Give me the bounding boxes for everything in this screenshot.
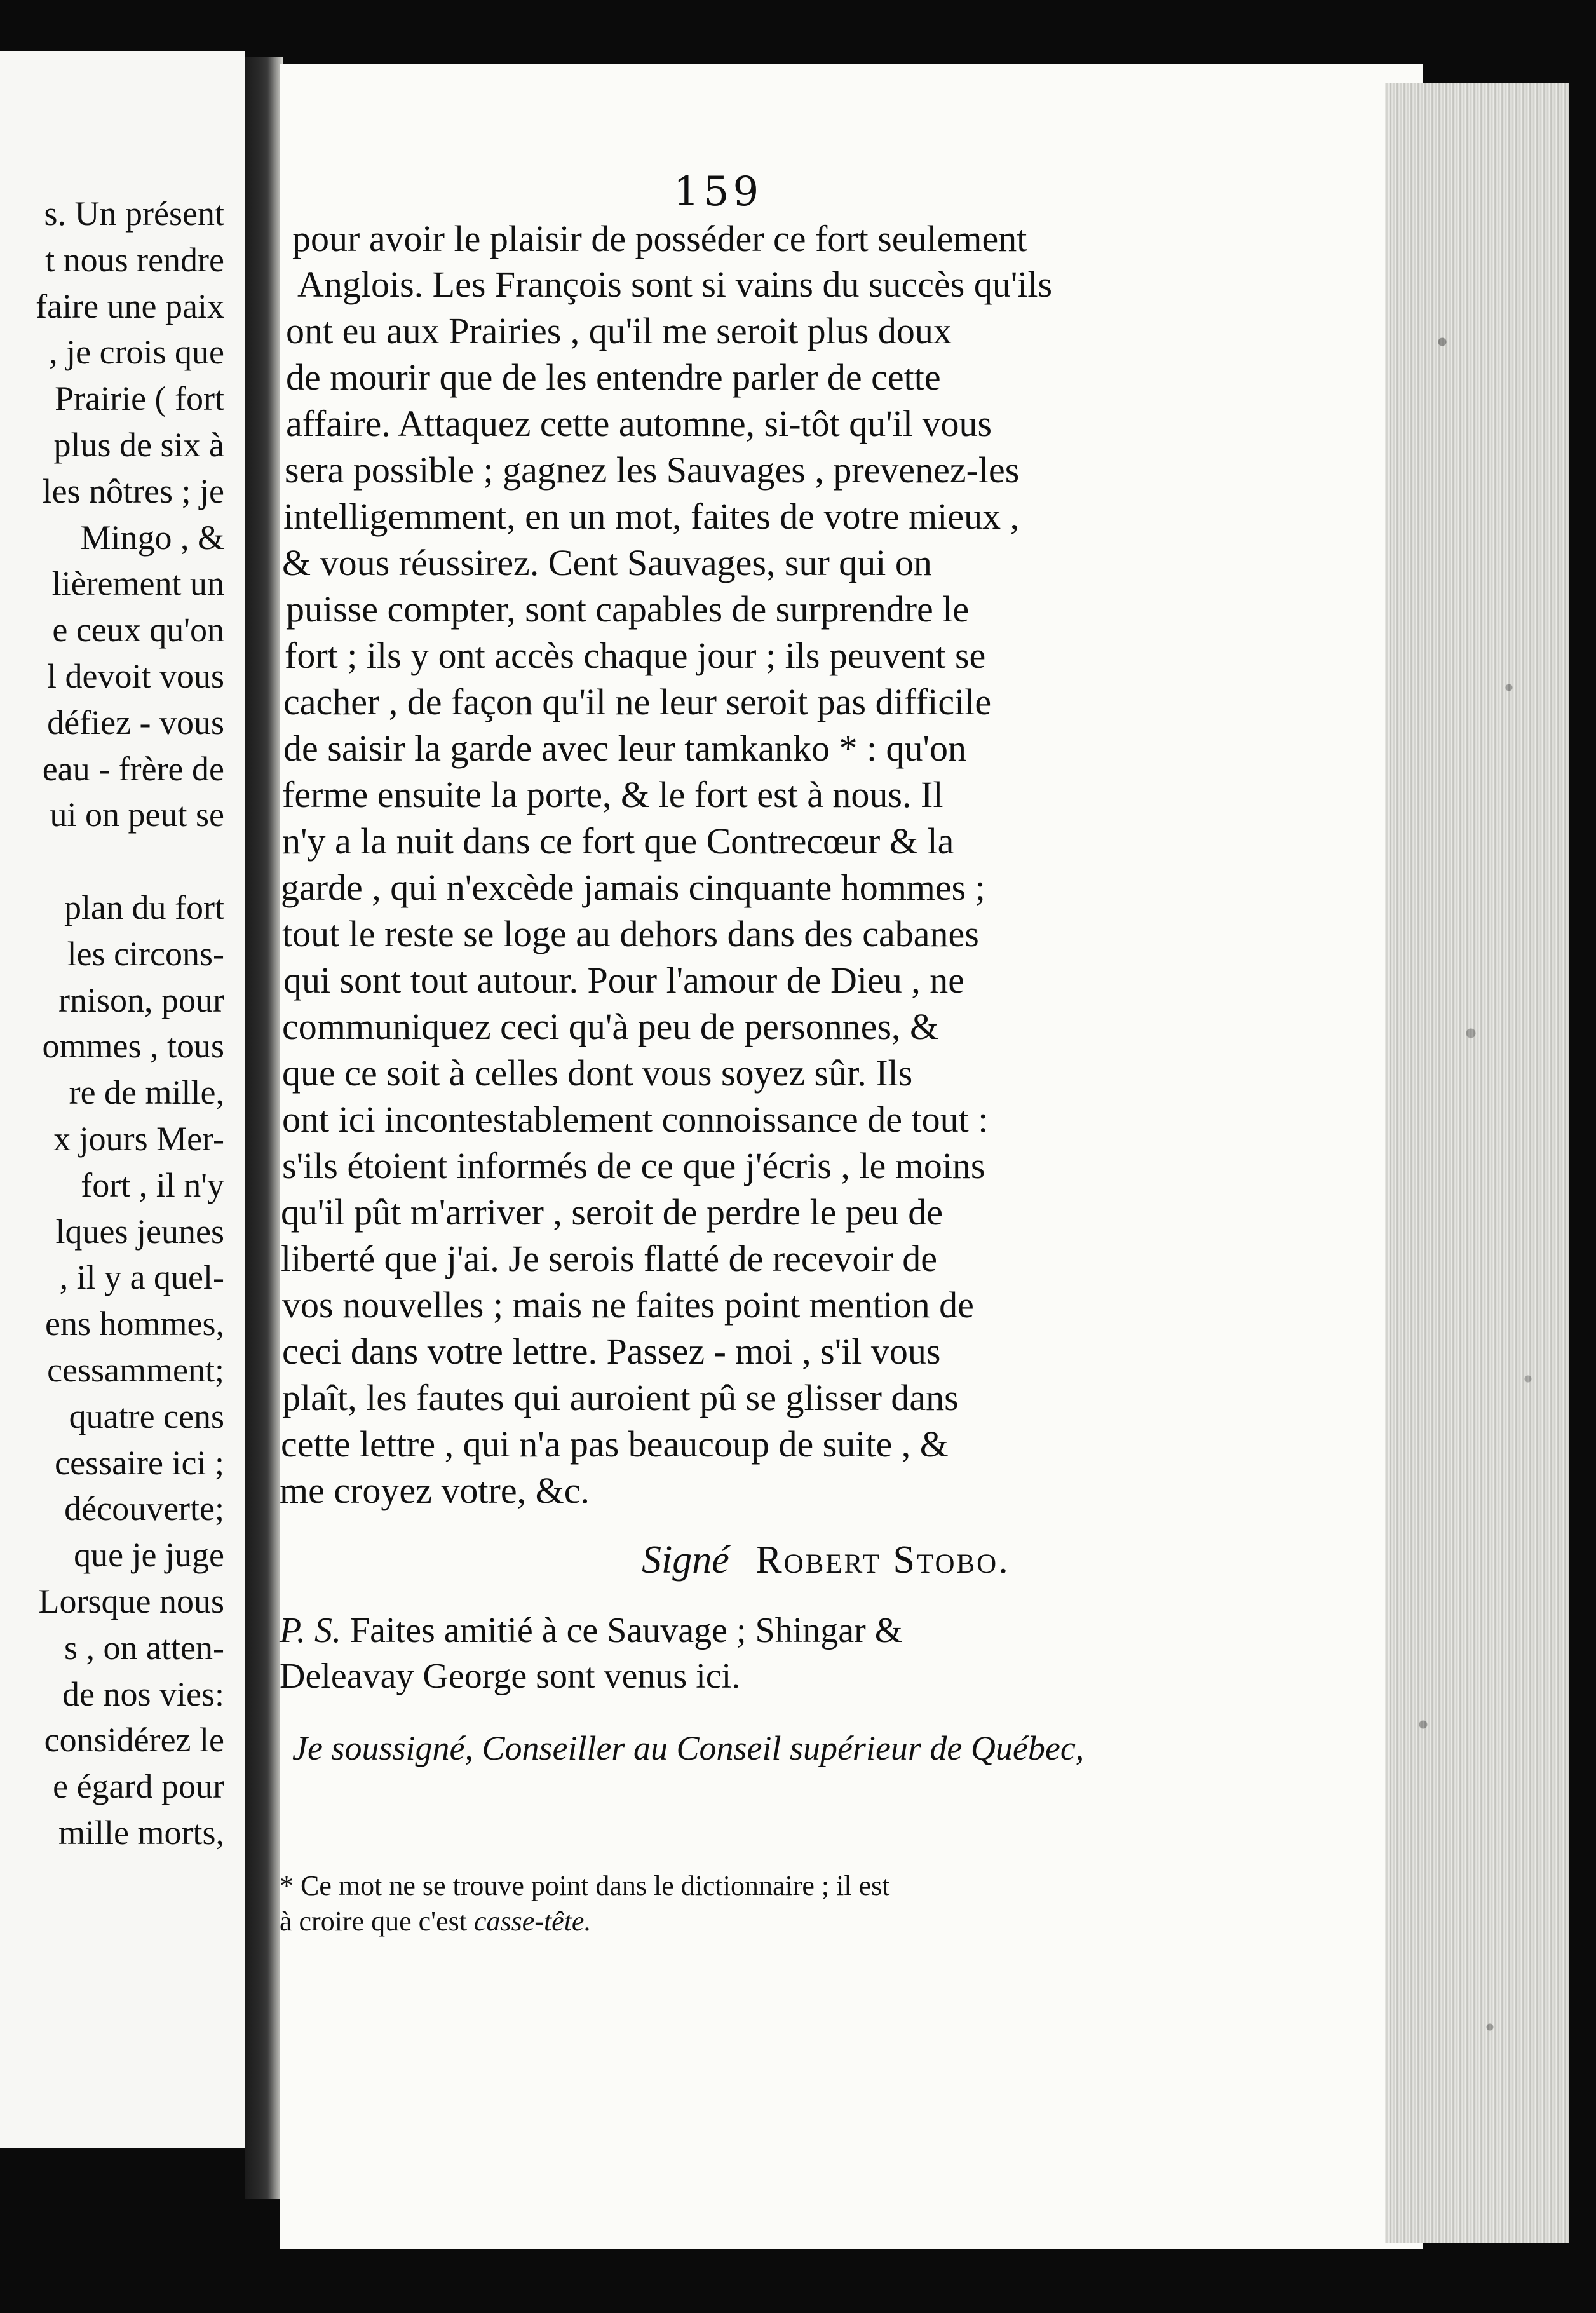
certification-line: Je soussigné, Conseiller au Conseil supérieur de Québec,	[292, 1729, 1085, 1767]
body-line: affaire. Attaquez cette automne, si-tôt qu'il vous	[286, 403, 992, 444]
footnote-prefix: à croire que c'est	[280, 1906, 474, 1937]
body-line: s'ils étoient informés de ce que j'écris , le moins	[282, 1145, 985, 1186]
left-page-line: , il y a quel-	[59, 1258, 224, 1297]
signature-line	[642, 1538, 1010, 1583]
left-page-line: défiez - vous	[47, 703, 224, 742]
footnote-italic-word: casse-tête.	[473, 1906, 592, 1937]
left-page-line: x jours Mer-	[53, 1119, 224, 1158]
left-page-line: s , on atten-	[64, 1628, 224, 1667]
body-line: ont ici incontestablement connoissance de tout :	[282, 1099, 989, 1140]
body-line: ont eu aux Prairies , qu'il me seroit plus doux	[286, 310, 952, 351]
body-line: puisse compter, sont capables de surprendre le	[286, 588, 970, 630]
postscript-line-1	[280, 1608, 1131, 1653]
body-line: Anglois. Les François sont si vains du succès qu'ils	[297, 264, 1053, 305]
body-line: ferme ensuite la porte, & le fort est à nous. Il	[282, 774, 943, 815]
left-page-line: Lorsque nous	[38, 1582, 224, 1620]
body-line: pour avoir le plaisir de posséder ce fort seulement	[292, 218, 1027, 259]
left-page-line: ommes , tous	[42, 1027, 224, 1066]
left-page-line: lièrement un	[51, 564, 224, 603]
left-page-line: t nous rendre	[45, 240, 224, 279]
body-line: me croyez votre, &c.	[280, 1470, 590, 1511]
body-line: garde , qui n'excède jamais cinquante hommes ;	[281, 867, 985, 908]
left-page-line: s. Un présent	[44, 194, 224, 233]
signature-signe: Signé	[642, 1538, 729, 1582]
body-line: fort ; ils y ont accès chaque jour ; ils peuvent se	[285, 635, 986, 676]
left-facing-page	[0, 51, 245, 2148]
left-page-line: Prairie ( fort	[55, 379, 224, 418]
body-line: n'y a la nuit dans ce fort que Contrecœur & la	[282, 820, 954, 862]
footnote-line-1: * Ce mot ne se trouve point dans le dictionnaire ; il est	[280, 1870, 890, 1901]
left-page-line: l devoit vous	[47, 656, 224, 695]
body-line: & vous réussirez. Cent Sauvages, sur qui on	[282, 542, 932, 583]
left-page-line: découverte;	[64, 1489, 224, 1528]
body-line: qui sont tout autour. Pour l'amour de Dieu , ne	[283, 960, 965, 1001]
left-page-line: re de mille,	[69, 1073, 224, 1112]
left-page-line: rnison, pour	[58, 980, 224, 1019]
body-line: communiquez ceci qu'à peu de personnes, &	[282, 1006, 939, 1047]
left-page-line	[0, 838, 224, 885]
left-page-line: , je crois que	[49, 333, 224, 372]
body-line: qu'il pût m'arriver , seroit de perdre le peu de	[281, 1191, 943, 1233]
left-page-line: que je juge	[74, 1536, 224, 1575]
footnote-line-2	[280, 1904, 1131, 1939]
left-page-line: e ceux qu'on	[52, 611, 224, 649]
book-gutter	[245, 57, 283, 2199]
signature-name: Robert Stobo.	[755, 1538, 1010, 1582]
body-line: plaît, les fautes qui auroient pû se glisser dans	[282, 1377, 959, 1418]
postscript	[280, 1608, 1131, 1699]
page-number: 159	[673, 168, 763, 215]
left-page-line: cessamment;	[47, 1350, 224, 1389]
left-page-line: mille morts,	[58, 1813, 224, 1852]
left-page-line: e égard pour	[53, 1767, 224, 1806]
left-page-line: ens hommes,	[45, 1305, 224, 1343]
body-line: tout le reste se loge au dehors dans des cabanes	[282, 913, 979, 954]
left-page-line: les nôtres ; je	[42, 471, 224, 510]
left-page-line: cessaire ici ;	[55, 1443, 224, 1482]
body-line: de mourir que de les entendre parler de cette	[286, 356, 941, 398]
scan-border	[1569, 0, 1596, 2313]
postscript-line-2: Deleavay George sont venus ici.	[280, 1657, 741, 1696]
left-page-line: plus de six à	[53, 425, 224, 464]
left-page-line: faire une paix	[36, 287, 224, 325]
body-line: sera possible ; gagnez les Sauvages , prevenez-les	[285, 449, 1020, 491]
body-line: vos nouvelles ; mais ne faites point mention de	[282, 1284, 974, 1326]
left-page-line: plan du fort	[64, 888, 224, 926]
footnote	[280, 1868, 1131, 1939]
left-page-line: Mingo , &	[80, 518, 224, 557]
left-page-line: lques jeunes	[55, 1212, 224, 1251]
left-page-line: quatre cens	[69, 1397, 224, 1435]
postscript-label: P. S.	[280, 1611, 341, 1650]
body-line: intelligemment, en un mot, faites de votre mieux ,	[283, 496, 1020, 537]
left-page-line: eau - frère de	[42, 749, 224, 788]
body-line: de saisir la garde avec leur tamkanko * : qu'on	[283, 728, 967, 769]
left-page-line: les circons-	[67, 934, 224, 973]
page-edges	[1385, 83, 1576, 2243]
left-page-line: fort , il n'y	[81, 1165, 224, 1204]
left-page-line: ui on peut se	[50, 796, 224, 834]
postscript-text-1: Faites amitié à ce Sauvage ; Shingar &	[350, 1611, 903, 1650]
left-page-line: de nos vies:	[62, 1674, 224, 1713]
left-page-line: considérez le	[44, 1721, 224, 1760]
body-line: ceci dans votre lettre. Passez - moi , s'il vous	[282, 1331, 941, 1372]
body-line: liberté que j'ai. Je serois flatté de recevoir de	[281, 1238, 938, 1279]
body-line: cette lettre , qui n'a pas beaucoup de suite , &	[281, 1423, 949, 1465]
body-line: cacher , de façon qu'il ne leur seroit pas difficile	[283, 681, 992, 722]
body-line: que ce soit à celles dont vous soyez sûr. Ils	[282, 1052, 913, 1094]
left-page-text	[0, 191, 224, 1856]
main-page	[280, 64, 1423, 2249]
